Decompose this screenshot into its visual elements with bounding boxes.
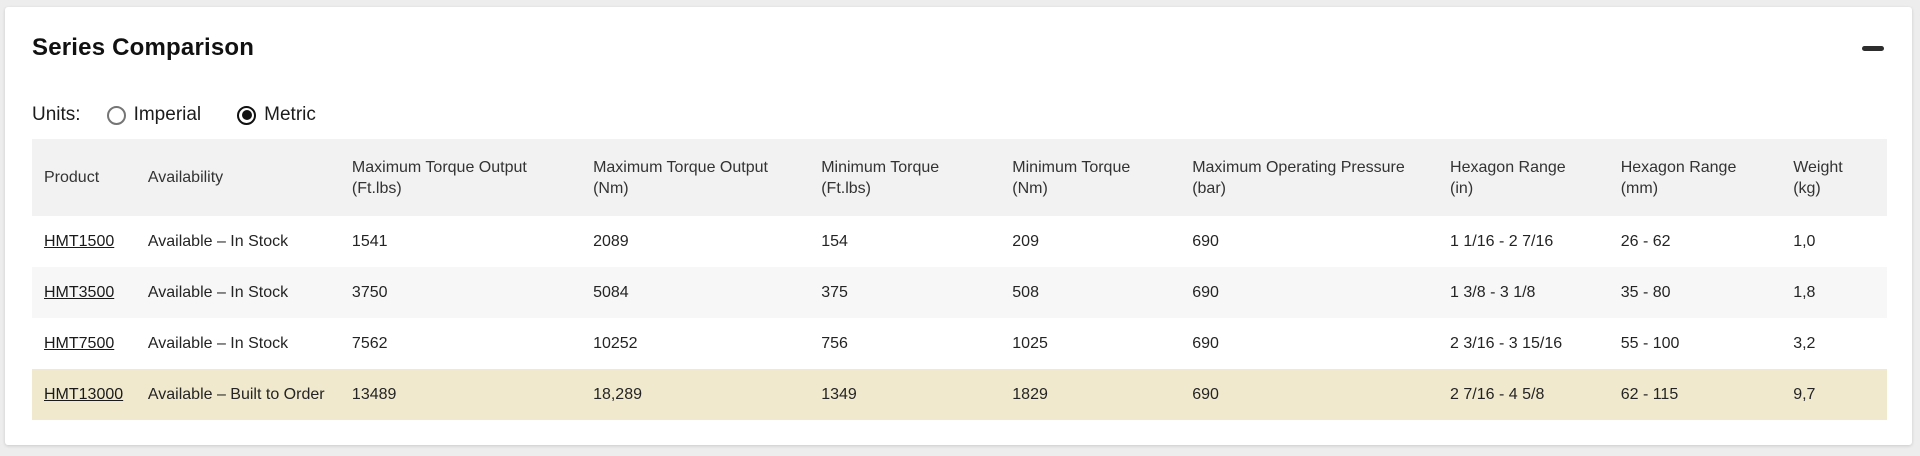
- table-cell: Available – In Stock: [136, 318, 340, 369]
- radio-option-metric[interactable]: [237, 104, 316, 126]
- table-cell: 690: [1180, 318, 1438, 369]
- table-cell: 35 - 80: [1609, 267, 1782, 318]
- table-cell: 10252: [581, 318, 809, 369]
- column-title: Maximum Torque Output: [351, 158, 527, 176]
- header-row: [32, 139, 1887, 216]
- product-cell: [32, 318, 136, 369]
- column-unit: (mm): [1620, 179, 1659, 197]
- table-row: [32, 369, 1887, 420]
- table-row: [32, 216, 1887, 267]
- column-title: Weight: [1793, 158, 1843, 176]
- table-cell: 3,2: [1781, 318, 1887, 369]
- column-unit: (Ft.lbs): [821, 179, 871, 197]
- radio-circle-icon: [237, 106, 256, 125]
- table-cell: 55 - 100: [1609, 318, 1782, 369]
- table-row: [32, 318, 1887, 369]
- column-title: Maximum Operating Pressure: [1192, 158, 1405, 176]
- table-cell: 7562: [340, 318, 581, 369]
- table-cell: 1025: [1000, 318, 1180, 369]
- radio-option-imperial[interactable]: [107, 104, 202, 126]
- column-header: [1000, 139, 1180, 216]
- product-link[interactable]: HMT7500: [44, 334, 115, 352]
- column-unit: (Nm): [1012, 179, 1048, 197]
- table-cell: 1 3/8 - 3 1/8: [1438, 267, 1609, 318]
- table-cell: 690: [1180, 369, 1438, 420]
- table-cell: 1349: [809, 369, 1000, 420]
- table-cell: 13489: [340, 369, 581, 420]
- comparison-table: [32, 139, 1887, 420]
- table-cell: 690: [1180, 216, 1438, 267]
- column-title: Availability: [147, 169, 224, 186]
- column-header: [1180, 139, 1438, 216]
- table-cell: 9,7: [1781, 369, 1887, 420]
- table-cell: Available – In Stock: [136, 267, 340, 318]
- table-body: [32, 216, 1887, 420]
- table-head: [32, 139, 1887, 216]
- table-cell: Available – In Stock: [136, 216, 340, 267]
- table-cell: 1541: [340, 216, 581, 267]
- column-header: [1438, 139, 1609, 216]
- column-header: [581, 139, 809, 216]
- product-cell: [32, 267, 136, 318]
- radio-label: Imperial: [133, 104, 202, 125]
- column-title: Hexagon Range: [1620, 158, 1737, 176]
- table-cell: 26 - 62: [1609, 216, 1782, 267]
- product-link[interactable]: HMT13000: [44, 385, 124, 403]
- column-header: [32, 139, 136, 216]
- column-unit: (Nm): [593, 179, 629, 197]
- column-header: [809, 139, 1000, 216]
- radio-label: Metric: [264, 104, 316, 125]
- table-cell: 2 7/16 - 4 5/8: [1438, 369, 1609, 420]
- column-header: [340, 139, 581, 216]
- column-header: [1609, 139, 1782, 216]
- units-row: [32, 103, 1887, 127]
- column-title: Minimum Torque: [1012, 158, 1131, 176]
- column-title: Minimum Torque: [821, 158, 940, 176]
- column-title: Product: [44, 169, 100, 186]
- column-unit: (bar): [1192, 179, 1226, 197]
- panel-title: Series Comparison: [32, 34, 255, 61]
- column-header: [1781, 139, 1887, 216]
- product-cell: [32, 216, 136, 267]
- table-cell: 2 3/16 - 3 15/16: [1438, 318, 1609, 369]
- minus-icon: [1862, 46, 1884, 51]
- table-cell: 756: [809, 318, 1000, 369]
- table-cell: 375: [809, 267, 1000, 318]
- table-cell: 62 - 115: [1609, 369, 1782, 420]
- units-label: Units:: [32, 104, 81, 125]
- product-cell: [32, 369, 136, 420]
- table-row: [32, 267, 1887, 318]
- table-cell: 18,289: [581, 369, 809, 420]
- column-unit: (in): [1450, 179, 1474, 197]
- column-unit: (kg): [1793, 179, 1821, 197]
- collapse-button[interactable]: [1859, 34, 1887, 62]
- column-title: Maximum Torque Output: [593, 158, 768, 176]
- table-cell: 209: [1000, 216, 1180, 267]
- column-header: [136, 139, 340, 216]
- table-cell: 1829: [1000, 369, 1180, 420]
- radio-circle-icon: [107, 106, 126, 125]
- column-title: Hexagon Range: [1450, 158, 1566, 176]
- table-cell: 2089: [581, 216, 809, 267]
- table-cell: 1,0: [1781, 216, 1887, 267]
- table-cell: 154: [809, 216, 1000, 267]
- table-cell: 1 1/16 - 2 7/16: [1438, 216, 1609, 267]
- table-cell: 508: [1000, 267, 1180, 318]
- product-link[interactable]: HMT3500: [44, 283, 115, 301]
- table-cell: 5084: [581, 267, 809, 318]
- table-cell: 3750: [340, 267, 581, 318]
- table-cell: Available – Built to Order: [136, 369, 340, 420]
- panel-header: [32, 31, 1887, 65]
- column-unit: (Ft.lbs): [351, 179, 402, 197]
- table-cell: 1,8: [1781, 267, 1887, 318]
- series-comparison-panel: [5, 7, 1912, 445]
- product-link[interactable]: HMT1500: [44, 232, 115, 250]
- table-cell: 690: [1180, 267, 1438, 318]
